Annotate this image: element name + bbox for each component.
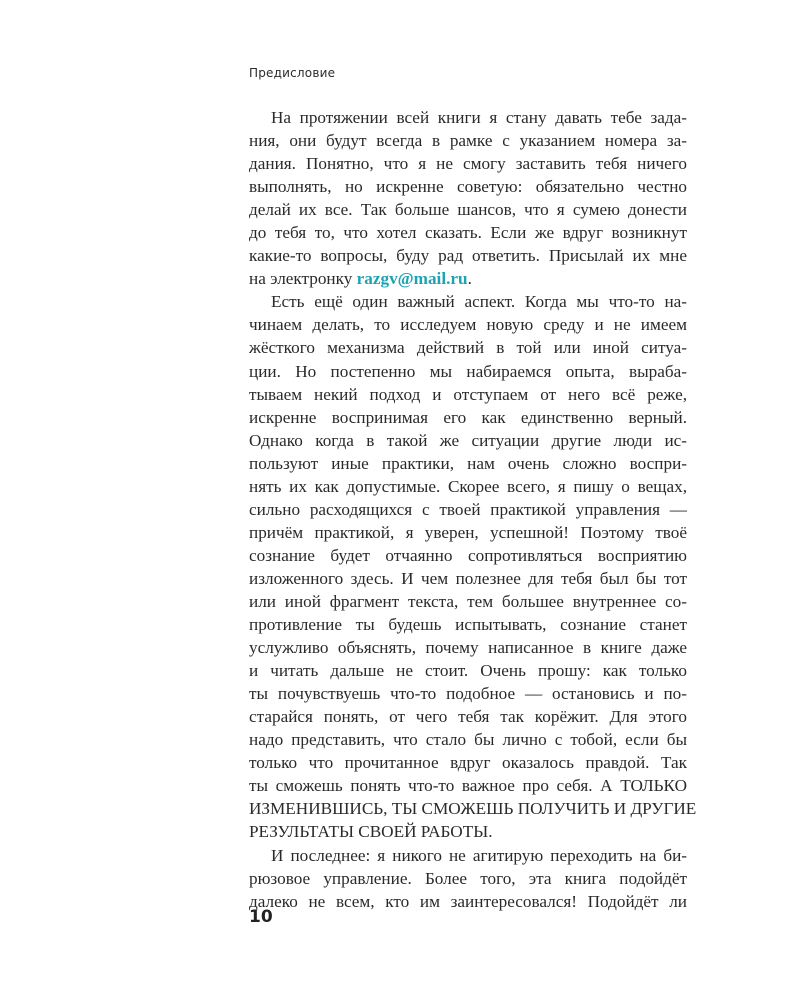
text-line: Есть ещё один важный аспект. Когда мы что-то на- bbox=[271, 292, 687, 312]
body-text bbox=[249, 106, 697, 913]
text-line: Однако когда в такой же ситуации другие люди ис- bbox=[249, 430, 687, 450]
text-line-with-email bbox=[249, 267, 687, 290]
text-fragment: . bbox=[467, 269, 472, 289]
running-head-title: Предисловие bbox=[249, 66, 336, 80]
text-line: сознание будет отчаянно сопротивляться восприятию bbox=[249, 545, 687, 565]
text-line: На протяжении всей книги я стану давать тебе зада- bbox=[271, 108, 687, 127]
text-line: только что прочитанное вдруг оказалось правдой. Так bbox=[249, 753, 687, 773]
page-number: 10 bbox=[249, 907, 273, 927]
text-line: далеко не всем, кто им заинтересовался! Подойдёт ли bbox=[249, 891, 687, 911]
text-line: рюзовое управление. Более того, эта книга подойдёт bbox=[249, 868, 687, 888]
text-line: искренне воспринимая его как единственно верный. bbox=[249, 407, 687, 427]
text-line: ты сможешь понять что-то важное про себя. А ТОЛЬКО bbox=[249, 776, 687, 796]
text-line: дания. Понятно, что я не смогу заставить тебя ничего bbox=[249, 154, 687, 174]
text-line: ции. Но постепенно мы набираемся опыта, выраба- bbox=[249, 361, 687, 381]
text-line: нять их как допустимые. Скорее всего, я пишу о вещах, bbox=[249, 476, 687, 496]
text-line: надо представить, что стало бы лично с тобой, если бы bbox=[249, 730, 687, 750]
text-line: сильно расходящихся с твоей практикой управления — bbox=[249, 499, 687, 519]
email-link[interactable]: razgv@mail.ru bbox=[356, 269, 468, 289]
text-line: изложенного здесь. И чем полезнее для тебя был бы тот bbox=[249, 568, 687, 588]
text-line: или иной фрагмент текста, тем большее внутреннее со- bbox=[249, 591, 687, 611]
text-line: ты почувствуешь что-то подобное — остановись и по- bbox=[249, 684, 687, 704]
text-line: делай их все. Так больше шансов, что я сумею донести bbox=[249, 200, 687, 220]
text-line: выполнять, но искренне советую: обязательно честно bbox=[249, 177, 687, 197]
text-line: противление ты будешь испытывать, сознание станет bbox=[249, 615, 687, 635]
text-line: И последнее: я никого не агитирую переходить на би- bbox=[271, 845, 687, 865]
text-line: пользуют иные практики, нам очень сложно воспри- bbox=[249, 453, 687, 473]
text-line: какие-то вопросы, буду рад ответить. Присылай их мне bbox=[249, 246, 687, 266]
text-line: старайся понять, от чего тебя так корёжит. Для этого bbox=[249, 707, 687, 727]
text-line: РЕЗУЛЬТАТЫ СВОЕЙ РАБОТЫ. bbox=[249, 822, 493, 842]
text-fragment: на электронку bbox=[249, 269, 353, 289]
text-line: причём практикой, я уверен, успешной! Поэтому твоё bbox=[249, 522, 687, 542]
text-line: чинаем делать, то исследуем новую среду и не имеем bbox=[249, 315, 687, 335]
text-line: жёсткого механизма действий в той или иной ситуа- bbox=[249, 338, 687, 358]
text-line: тываем некий подход и отступаем от него всё реже, bbox=[249, 384, 687, 404]
text-line: ИЗМЕНИВШИСЬ, ТЫ СМОЖЕШЬ ПОЛУЧИТЬ И ДРУГИЕ bbox=[249, 799, 697, 819]
text-line: услужливо объяснять, почему написанное в книге даже bbox=[249, 638, 687, 658]
text-line: и читать дальше не стоит. Очень прошу: как только bbox=[249, 661, 687, 681]
text-line: до тебя то, что хотел сказать. Если же вдруг возникнут bbox=[249, 223, 687, 243]
text-line: ния, они будут всегда в рамке с указанием номера за- bbox=[249, 131, 687, 151]
